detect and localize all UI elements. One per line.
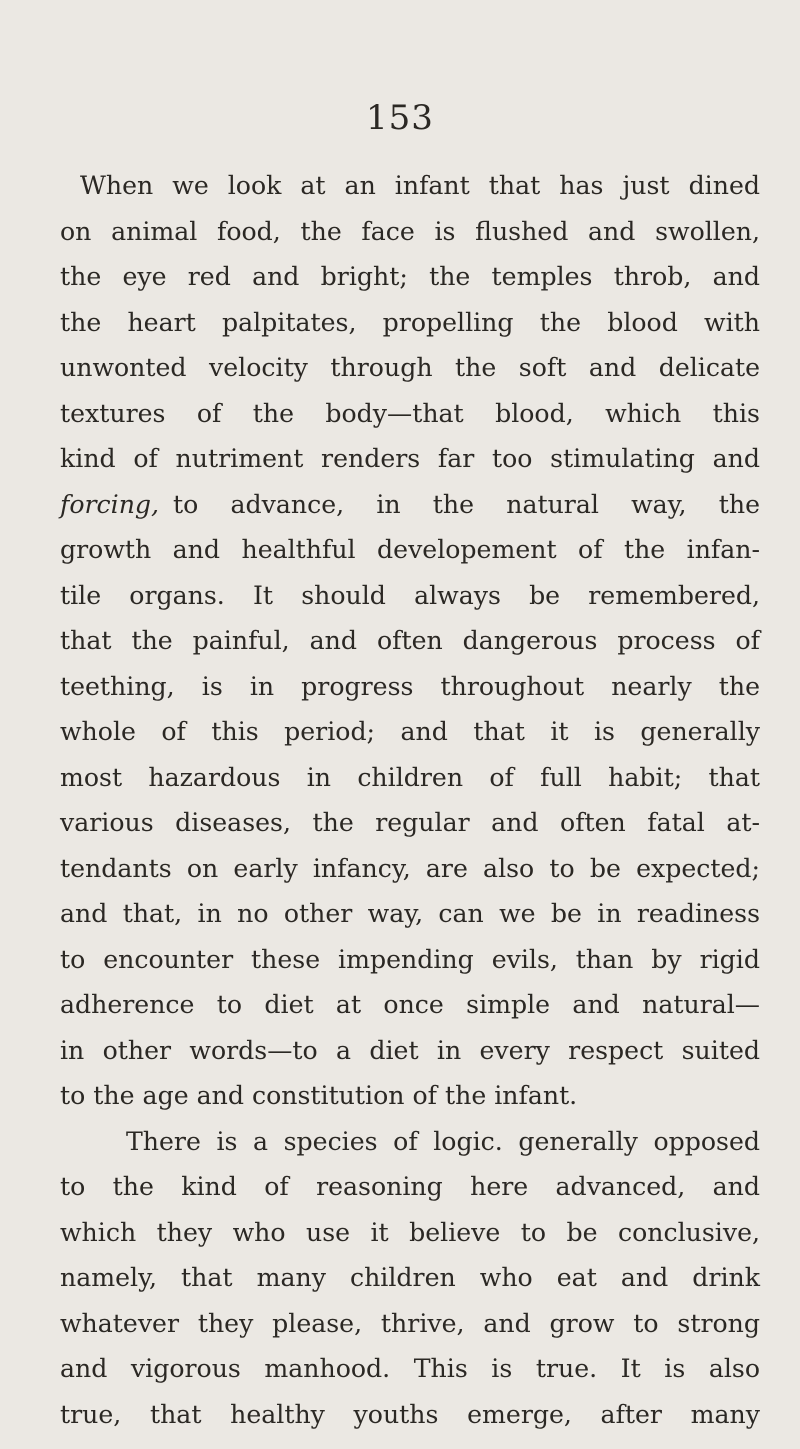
text-line: teething, is in progress throughout nearly the	[60, 671, 760, 701]
text-line	[60, 482, 760, 528]
text-line: to the age and constitution of the infant.	[60, 1081, 578, 1110]
text-line: growth and healthful developement of the infan-	[60, 535, 760, 564]
text-line: There is a species of logic. generally opposed	[126, 1126, 760, 1156]
text-line: and vigorous manhood. This is true. It is also	[60, 1354, 760, 1383]
italic-word: forcing,	[60, 489, 160, 519]
text-line: most hazardous in children of full habit; that	[60, 762, 760, 792]
page-number: 153	[366, 98, 434, 138]
text-line: various diseases, the regular and often fatal at-	[60, 808, 760, 837]
text-line: unwonted velocity through the soft and delicate	[60, 353, 760, 382]
text-line: adherence to diet at once simple and natural—	[60, 990, 760, 1019]
text-line: whatever they please, thrive, and grow to strong	[60, 1308, 760, 1338]
text-line: on animal food, the face is flushed and swollen,	[60, 216, 760, 246]
text-line: When we look at an infant that has just dined	[80, 171, 760, 200]
text-line: namely, that many children who eat and drink	[60, 1263, 760, 1292]
text-line: that the painful, and often dangerous process of	[60, 626, 760, 655]
text-line: kind of nutriment renders far too stimulating and	[60, 444, 760, 473]
text-line: to the kind of reasoning here advanced, and	[60, 1172, 760, 1201]
text-line: in other words—to a diet in every respect suited	[60, 1035, 760, 1065]
text-line: the eye red and bright; the temples throb, and	[60, 262, 760, 291]
text-line: textures of the body—that blood, which this	[60, 398, 760, 428]
text-line-rest: to advance, in the natural way, the	[173, 489, 760, 519]
text-line: the heart palpitates, propelling the blood with	[60, 307, 760, 337]
text-line: and that, in no other way, can we be in readiness	[60, 899, 760, 928]
text-line: which they who use it believe to be conclusive,	[60, 1217, 760, 1247]
text-line: tendants on early infancy, are also to be expected;	[60, 853, 760, 883]
text-line: to encounter these impending evils, than by rigid	[60, 944, 760, 974]
text-line: tile organs. It should always be remembered,	[60, 580, 760, 610]
text-line: whole of this period; and that it is generally	[60, 717, 760, 746]
text-line: true, that healthy youths emerge, after many	[60, 1399, 760, 1429]
body-text	[60, 163, 760, 1437]
